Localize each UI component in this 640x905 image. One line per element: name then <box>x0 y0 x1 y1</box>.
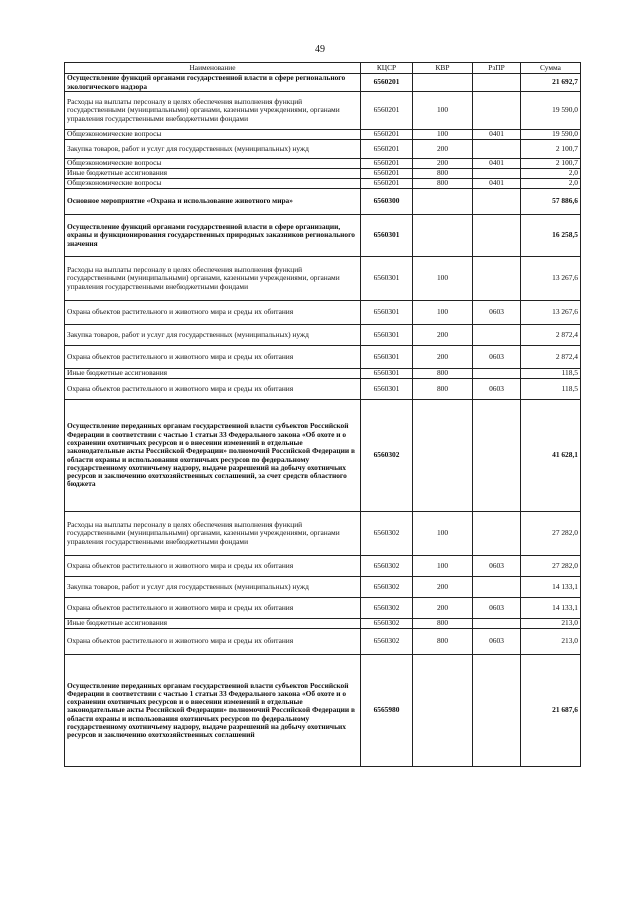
table-row <box>65 159 581 169</box>
header-name: Наименование <box>65 63 361 74</box>
cell-rzpr <box>473 369 521 379</box>
cell-sum: 2 872,4 <box>521 325 581 346</box>
cell-name: Общеэкономические вопросы <box>65 179 361 189</box>
cell-name: Иные бюджетные ассигнования <box>65 369 361 379</box>
cell-kcsr: 6560201 <box>361 74 413 92</box>
table-body <box>65 74 581 767</box>
cell-kvr <box>413 655 473 767</box>
cell-sum: 19 590,0 <box>521 130 581 140</box>
cell-sum: 57 886,6 <box>521 189 581 215</box>
cell-kvr <box>413 215 473 257</box>
cell-name: Охрана объектов растительного и животного мира и среды их обитания <box>65 556 361 577</box>
cell-sum: 2,0 <box>521 179 581 189</box>
cell-kcsr: 6560201 <box>361 130 413 140</box>
table-row <box>65 179 581 189</box>
cell-sum: 14 133,1 <box>521 598 581 619</box>
cell-rzpr: 0401 <box>473 159 521 169</box>
cell-kcsr: 6560302 <box>361 556 413 577</box>
cell-rzpr: 0603 <box>473 629 521 655</box>
cell-kcsr: 6560301 <box>361 257 413 301</box>
cell-kvr: 100 <box>413 130 473 140</box>
cell-sum: 27 282,0 <box>521 556 581 577</box>
cell-name: Общеэкономические вопросы <box>65 130 361 140</box>
cell-kcsr: 6560302 <box>361 577 413 598</box>
cell-name: Закупка товаров, работ и услуг для государственных (муниципальных) нужд <box>65 577 361 598</box>
cell-name: Осуществление переданных органам государственной власти субъектов Российской Федерации в соответствии с частью 1 статьи 33 Федерального закона «Об охоте и о сохранении охотничьих ресурсов и о внесении изменений в отдельные законодательные акты Российской Федерации» полномочий Российской Федерации в области охраны и использования охотничьих ресурсов по федеральному государственному охотничьему надзору, выдаче разрешений на добычу охотничьих ресурсов и заключению охотхозяйственных соглашений <box>65 655 361 767</box>
cell-rzpr: 0603 <box>473 556 521 577</box>
cell-name: Осуществление переданных органам государственной власти субъектов Российской Федерации в соответствии с частью 1 статьи 33 Федерального закона «Об охоте и о сохранении охотничьих ресурсов и о внесении изменений в отдельные законодательные акты Российской Федерации» полномочий Российской Федерации в области охраны и использования охотничьих ресурсов по федеральному государственному охотничьему надзору, выдаче разрешений на добычу охотничьих ресурсов и заключению охотхозяйственных соглашений, за счет средств областного бюджета <box>65 400 361 512</box>
cell-rzpr: 0603 <box>473 301 521 325</box>
table-row <box>65 325 581 346</box>
cell-kcsr: 6560201 <box>361 140 413 159</box>
cell-name: Закупка товаров, работ и услуг для государственных (муниципальных) нужд <box>65 140 361 159</box>
cell-kvr: 200 <box>413 346 473 369</box>
table-row <box>65 301 581 325</box>
cell-rzpr: 0603 <box>473 598 521 619</box>
cell-rzpr: 0603 <box>473 379 521 400</box>
table-row <box>65 512 581 556</box>
cell-sum: 13 267,6 <box>521 257 581 301</box>
table-row <box>65 169 581 179</box>
cell-rzpr <box>473 189 521 215</box>
cell-kvr: 200 <box>413 325 473 346</box>
cell-sum: 2,0 <box>521 169 581 179</box>
cell-kvr: 800 <box>413 629 473 655</box>
table-row <box>65 556 581 577</box>
cell-sum: 19 590,0 <box>521 92 581 130</box>
cell-name: Закупка товаров, работ и услуг для государственных (муниципальных) нужд <box>65 325 361 346</box>
cell-kcsr: 6560301 <box>361 369 413 379</box>
budget-table <box>64 62 581 767</box>
cell-name: Расходы на выплаты персоналу в целях обеспечения выполнения функций государственными (муниципальными) органами, казенными учреждениями, органами управления государственными внебюджетными фондами <box>65 512 361 556</box>
cell-name: Осуществление функций органами государственной власти в сфере организации, охраны и функционирования государственных природных заказников регионального значения <box>65 215 361 257</box>
cell-sum: 213,0 <box>521 619 581 629</box>
cell-kcsr: 6560301 <box>361 346 413 369</box>
cell-sum: 21 687,6 <box>521 655 581 767</box>
cell-name: Расходы на выплаты персоналу в целях обеспечения выполнения функций государственными (муниципальными) органами, казенными учреждениями, органами управления государственными внебюджетными фондами <box>65 92 361 130</box>
cell-kvr: 800 <box>413 369 473 379</box>
table-row <box>65 189 581 215</box>
table-row <box>65 577 581 598</box>
cell-sum: 118,5 <box>521 379 581 400</box>
cell-kcsr: 6560302 <box>361 598 413 619</box>
table-row <box>65 346 581 369</box>
table-row <box>65 130 581 140</box>
cell-name: Расходы на выплаты персоналу в целях обеспечения выполнения функций государственными (муниципальными) органами, казенными учреждениями, органами управления государственными внебюджетными фондами <box>65 257 361 301</box>
cell-sum: 14 133,1 <box>521 577 581 598</box>
cell-rzpr: 0401 <box>473 179 521 189</box>
table-row <box>65 379 581 400</box>
cell-sum: 21 692,7 <box>521 74 581 92</box>
cell-name: Иные бюджетные ассигнования <box>65 169 361 179</box>
cell-sum: 118,5 <box>521 369 581 379</box>
cell-name: Основное мероприятие «Охрана и использование животного мира» <box>65 189 361 215</box>
cell-kcsr: 6560302 <box>361 619 413 629</box>
cell-sum: 2 100,7 <box>521 140 581 159</box>
cell-kcsr: 6560201 <box>361 159 413 169</box>
cell-kvr <box>413 400 473 512</box>
cell-kcsr: 6560301 <box>361 301 413 325</box>
cell-name: Осуществление функций органами государственной власти в сфере регионального экологического надзора <box>65 74 361 92</box>
table-row <box>65 598 581 619</box>
cell-kcsr: 6560201 <box>361 92 413 130</box>
table-row <box>65 74 581 92</box>
cell-name: Иные бюджетные ассигнования <box>65 619 361 629</box>
cell-kvr: 800 <box>413 179 473 189</box>
cell-kvr: 100 <box>413 92 473 130</box>
cell-kcsr: 6560301 <box>361 325 413 346</box>
table-row <box>65 369 581 379</box>
cell-rzpr <box>473 512 521 556</box>
cell-sum: 13 267,6 <box>521 301 581 325</box>
table-row <box>65 655 581 767</box>
table-row <box>65 140 581 159</box>
cell-sum: 16 258,5 <box>521 215 581 257</box>
cell-rzpr <box>473 577 521 598</box>
cell-kcsr: 6560301 <box>361 379 413 400</box>
header-rzpr: РзПР <box>473 63 521 74</box>
table-row <box>65 619 581 629</box>
cell-rzpr <box>473 400 521 512</box>
header-sum: Сумма <box>521 63 581 74</box>
cell-sum: 2 872,4 <box>521 346 581 369</box>
table-row <box>65 257 581 301</box>
cell-name: Охрана объектов растительного и животного мира и среды их обитания <box>65 629 361 655</box>
cell-kvr: 800 <box>413 379 473 400</box>
cell-kvr: 800 <box>413 619 473 629</box>
cell-kcsr: 6560300 <box>361 189 413 215</box>
cell-rzpr <box>473 257 521 301</box>
cell-rzpr <box>473 92 521 130</box>
cell-kvr: 800 <box>413 169 473 179</box>
cell-kvr: 200 <box>413 598 473 619</box>
cell-kcsr: 6560201 <box>361 179 413 189</box>
cell-rzpr <box>473 74 521 92</box>
cell-kvr: 100 <box>413 301 473 325</box>
cell-rzpr <box>473 140 521 159</box>
cell-name: Охрана объектов растительного и животного мира и среды их обитания <box>65 379 361 400</box>
cell-rzpr <box>473 655 521 767</box>
cell-name: Охрана объектов растительного и животного мира и среды их обитания <box>65 301 361 325</box>
page-number: 49 <box>315 44 325 55</box>
cell-name: Общеэкономические вопросы <box>65 159 361 169</box>
table-row <box>65 92 581 130</box>
cell-rzpr <box>473 169 521 179</box>
cell-sum: 213,0 <box>521 629 581 655</box>
cell-kcsr: 6560301 <box>361 215 413 257</box>
cell-kvr: 100 <box>413 512 473 556</box>
cell-rzpr <box>473 325 521 346</box>
cell-sum: 27 282,0 <box>521 512 581 556</box>
cell-kcsr: 6560302 <box>361 400 413 512</box>
cell-sum: 41 628,1 <box>521 400 581 512</box>
cell-sum: 2 100,7 <box>521 159 581 169</box>
header-row <box>65 63 581 74</box>
cell-name: Охрана объектов растительного и животного мира и среды их обитания <box>65 598 361 619</box>
cell-rzpr: 0603 <box>473 346 521 369</box>
cell-kvr: 200 <box>413 159 473 169</box>
cell-kcsr: 6565980 <box>361 655 413 767</box>
cell-kcsr: 6560201 <box>361 169 413 179</box>
cell-kvr: 200 <box>413 577 473 598</box>
table-row <box>65 215 581 257</box>
cell-kvr <box>413 74 473 92</box>
header-kvr: КВР <box>413 63 473 74</box>
cell-kvr <box>413 189 473 215</box>
cell-kcsr: 6560302 <box>361 512 413 556</box>
cell-rzpr: 0401 <box>473 130 521 140</box>
header-kcsr: КЦСР <box>361 63 413 74</box>
cell-kvr: 100 <box>413 257 473 301</box>
cell-rzpr <box>473 215 521 257</box>
cell-kvr: 100 <box>413 556 473 577</box>
cell-rzpr <box>473 619 521 629</box>
table-row <box>65 629 581 655</box>
cell-kvr: 200 <box>413 140 473 159</box>
cell-name: Охрана объектов растительного и животного мира и среды их обитания <box>65 346 361 369</box>
table-row <box>65 400 581 512</box>
cell-kcsr: 6560302 <box>361 629 413 655</box>
